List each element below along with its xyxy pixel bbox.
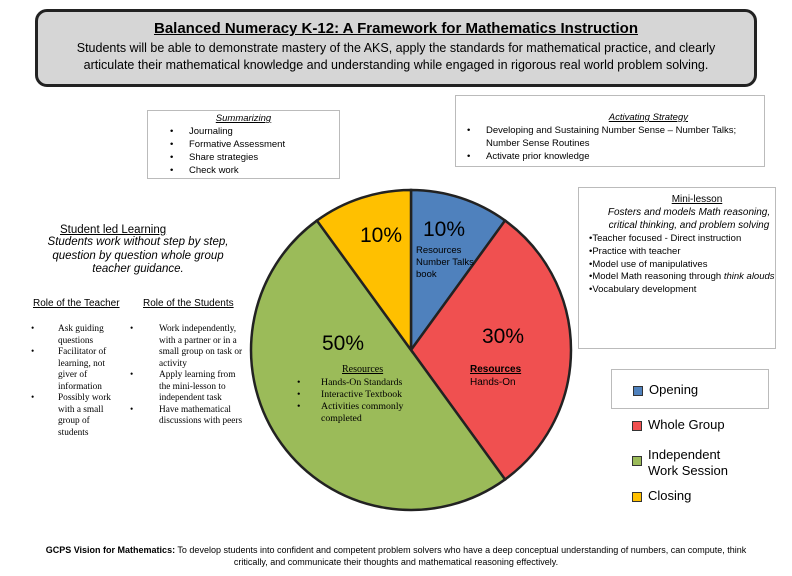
student-led-description: Students work without step by step, question by question whole group teacher guidance. <box>47 236 229 275</box>
legend-item-whole-group <box>632 417 725 432</box>
list-item-emphasis: think alouds <box>723 271 775 283</box>
list-item: • Possibly work with a small group of students <box>26 393 121 439</box>
student-role-list <box>125 324 249 428</box>
list-item: • Hands-On Standards <box>292 377 432 389</box>
legend <box>611 369 769 409</box>
list-item: • Share strategies <box>165 151 339 164</box>
list-item: • Check work <box>165 164 339 177</box>
list-item: •Model use of manipulatives <box>589 258 708 270</box>
legend-swatch <box>632 421 642 431</box>
student-role-heading: Role of the Students <box>143 298 234 309</box>
list-item: • Ask guiding questions <box>26 324 121 347</box>
legend-label: Whole Group <box>648 417 725 432</box>
whole-group-percent-label: 30% <box>482 325 525 348</box>
legend-swatch <box>632 492 642 502</box>
legend-swatch <box>633 386 643 396</box>
page-title: Balanced Numeracy K-12: A Framework for Mathematics Instruction <box>153 20 639 37</box>
teacher-role-heading: Role of the Teacher <box>33 298 120 309</box>
list-item: • Developing and Sustaining Number Sense – Number Talks; Number Sense Routines <box>462 124 764 150</box>
mini-lesson-list <box>589 233 775 297</box>
activating-heading: Activating Strategy <box>608 112 688 123</box>
list-item: • Journaling <box>165 125 339 138</box>
list-item: • Facilitator of learning, not giver of information <box>26 347 121 393</box>
list-item: • Formative Assessment <box>165 138 339 151</box>
closing-percent-label: 10% <box>360 224 403 247</box>
list-item: • Work independently, with a partner or in a small group on task or activity <box>125 324 249 370</box>
student-led-heading: Student led Learning <box>60 224 167 236</box>
summarizing-box <box>147 110 340 179</box>
list-item: •Model Math reasoning through think alouds <box>589 271 775 283</box>
footer-text: To develop students into confident and competent problem solvers who have a deep conceptual understanding of numbers, can compute, think critically, and communicate their thoughts and mathematical reasoning effectively. <box>177 545 747 567</box>
legend-item-closing <box>632 488 691 503</box>
list-item: • Apply learning from the mini-lesson to independent task <box>125 370 249 405</box>
legend-label: Opening <box>649 382 699 397</box>
list-item: • Have mathematical discussions with peers <box>125 405 249 428</box>
opening-percent-label: 10% <box>423 218 466 241</box>
list-item: • Activities commonly completed <box>292 401 432 425</box>
independent-percent-label: 50% <box>322 332 365 355</box>
summarizing-heading: Summarizing <box>215 113 272 124</box>
legend-label: Closing <box>648 488 692 503</box>
list-item: • Interactive Textbook <box>292 389 432 401</box>
mini-lesson-heading: Mini-lesson <box>671 194 723 205</box>
list-item: • Activate prior knowledge <box>462 150 764 163</box>
independent-resources-heading: Resources <box>342 364 384 375</box>
legend-item-independent <box>632 447 752 479</box>
mini-lesson-description: Fosters and models Math reasoning, critical thinking, and problem solving <box>607 207 771 231</box>
list-item: •Vocabulary development <box>589 284 697 296</box>
footer-vision <box>38 544 754 568</box>
summarizing-list <box>165 125 339 177</box>
independent-resources-list <box>292 377 432 425</box>
legend-swatch <box>632 456 642 466</box>
legend-item-opening <box>633 382 768 397</box>
page-subtitle: Students will be able to demonstrate mastery of the AKS, apply the standards for mathematical practice, and clearly articulate their mathematical knowledge and understanding while engaged in rigorous real world problem solving. <box>76 41 716 72</box>
teacher-role-list <box>26 324 121 439</box>
footer-label: GCPS Vision for Mathematics: <box>45 545 176 555</box>
list-item: •Practice with teacher <box>589 245 681 257</box>
mini-lesson-box <box>578 187 776 349</box>
whole-group-resources-heading: Resources <box>470 364 522 375</box>
list-item: •Teacher focused - Direct instruction <box>589 233 742 244</box>
opening-resources-label: Resources Number Talks book <box>416 245 474 280</box>
whole-group-resources: Hands-On <box>470 377 516 388</box>
activating-list <box>462 124 764 163</box>
activating-strategy-box <box>455 95 765 167</box>
legend-label: Independent Work Session <box>648 447 728 478</box>
